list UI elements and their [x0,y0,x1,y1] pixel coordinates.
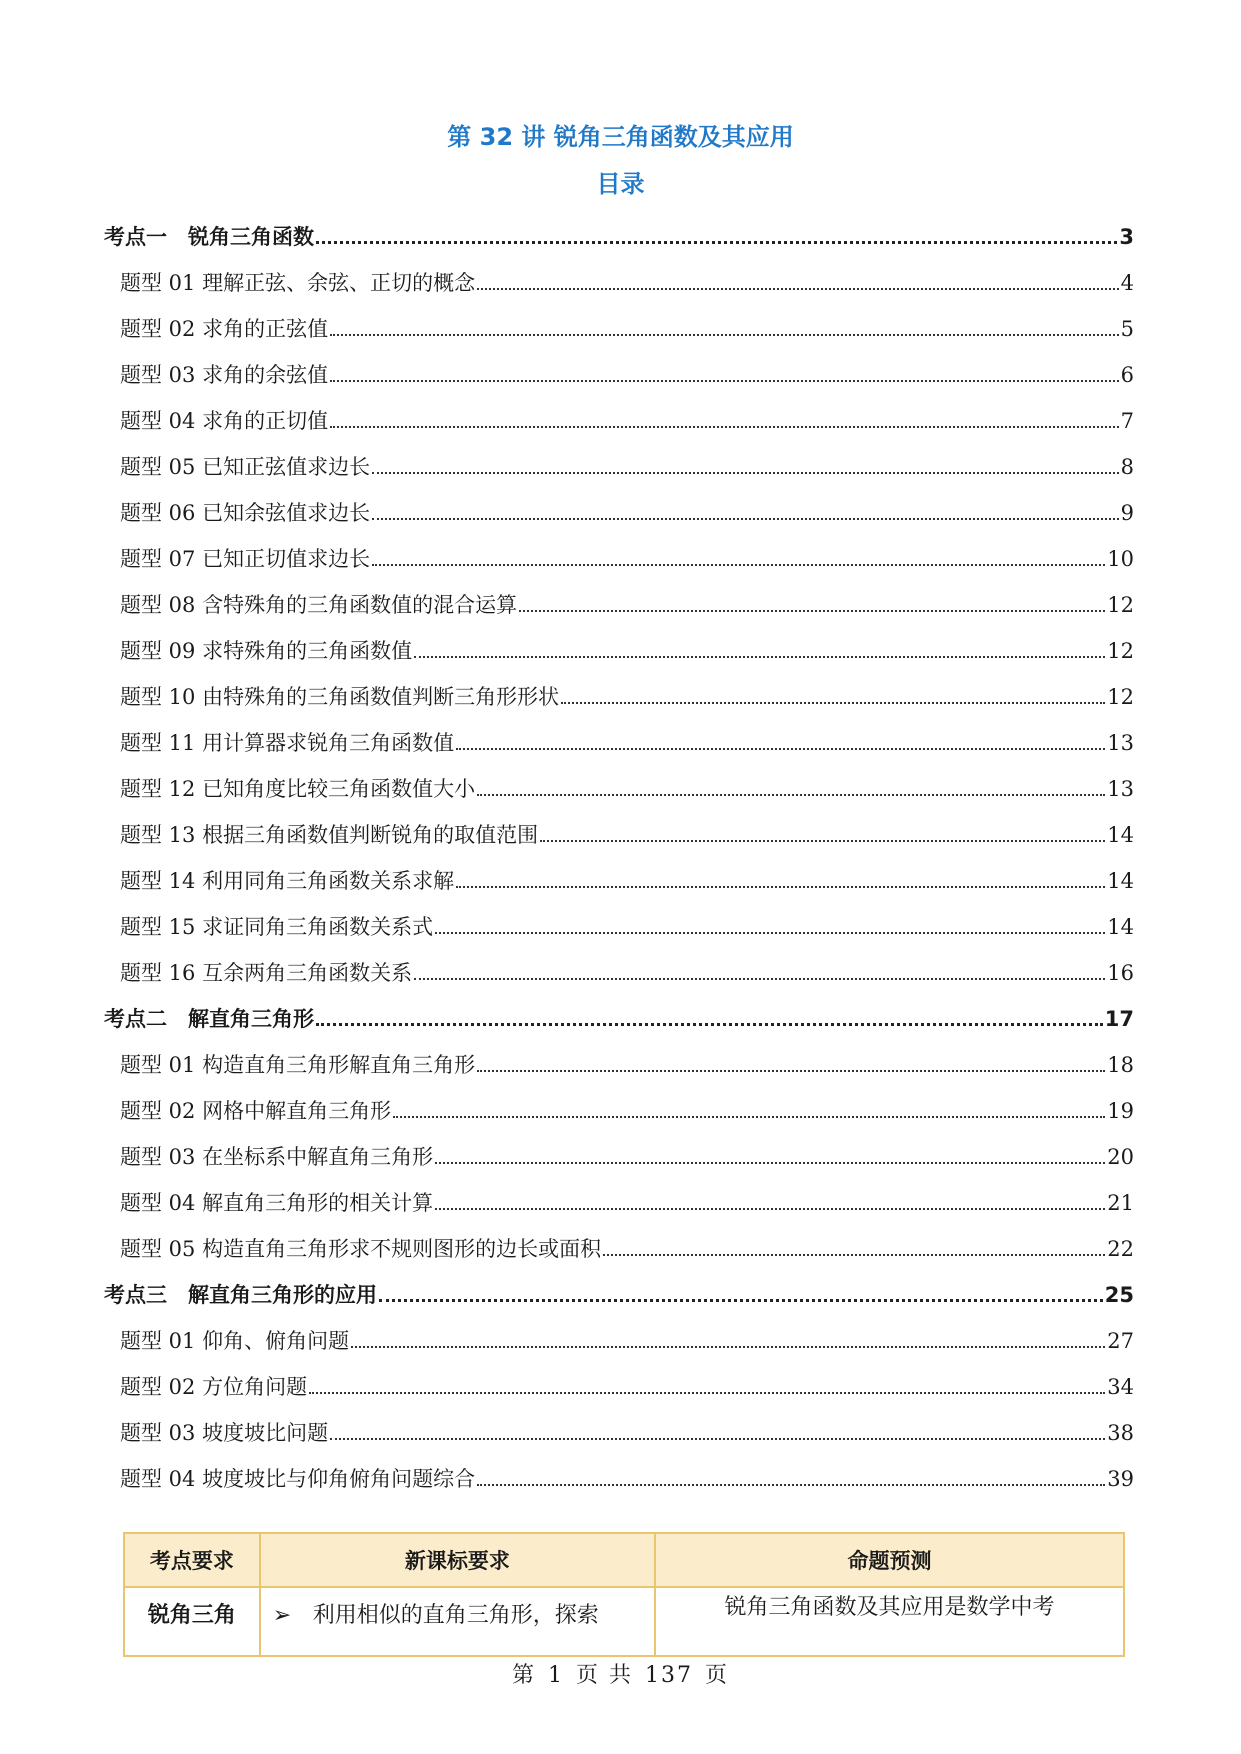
toc-entry[interactable] [104,435,1134,481]
toc-dot-leader [435,931,1105,934]
toc-dot-leader [414,655,1105,658]
toc-entry[interactable] [104,1447,1134,1493]
toc-dot-leader [477,1069,1105,1072]
requirements-table [123,1532,1125,1657]
cell-topic: 锐角三角 [124,1587,260,1656]
cell-prediction: 锐角三角函数及其应用是数学中考 [655,1587,1124,1656]
toc-entry-label: 考点一 锐角三角函数 [104,225,314,249]
toc-entry-label: 考点二 解直角三角形 [104,1007,314,1031]
toc-dot-leader [540,839,1105,842]
toc-dot-leader [309,1391,1105,1394]
table-of-contents [104,205,1134,1493]
toc-entry-label: 题型 13 根据三角函数值判断锐角的取值范围 [120,823,539,847]
toc-entry-label: 题型 04 坡度坡比与仰角俯角问题综合 [120,1467,476,1491]
table-header-row [124,1533,1124,1587]
toc-entry-page: 17 [1104,1007,1134,1031]
toc-dot-leader [456,747,1105,750]
toc-entry[interactable] [104,665,1134,711]
toc-entry-label: 题型 15 求证同角三角函数关系式 [120,915,434,939]
toc-entry-page: 21 [1107,1191,1134,1215]
toc-entry[interactable] [104,1125,1134,1171]
toc-entry-label: 题型 05 构造直角三角形求不规则图形的边长或面积 [120,1237,602,1261]
toc-entry-page: 6 [1120,363,1134,387]
toc-dot-leader [351,1345,1105,1348]
toc-dot-leader [519,609,1105,612]
toc-dot-leader [414,977,1105,980]
toc-entry-page: 25 [1104,1283,1134,1307]
toc-entry[interactable] [104,895,1134,941]
toc-entry-label: 题型 02 方位角问题 [120,1375,308,1399]
toc-entry[interactable] [104,251,1134,297]
toc-dot-leader [379,1298,1103,1302]
toc-dot-leader [435,1207,1105,1210]
toc-entry[interactable] [104,389,1134,435]
toc-entry-page: 20 [1107,1145,1134,1169]
toc-entry-page: 8 [1120,455,1134,479]
toc-section-entry[interactable] [104,1263,1134,1309]
toc-entry-label: 题型 14 利用同角三角函数关系求解 [120,869,455,893]
toc-entry-page: 14 [1107,915,1134,939]
toc-entry-page: 5 [1120,317,1134,341]
toc-entry[interactable] [104,711,1134,757]
toc-entry-label: 题型 01 仰角、俯角问题 [120,1329,350,1353]
toc-entry[interactable] [104,297,1134,343]
toc-entry[interactable] [104,1309,1134,1355]
toc-dot-leader [372,471,1119,474]
toc-entry-page: 12 [1107,639,1134,663]
toc-entry-page: 13 [1107,777,1134,801]
cell-requirement [260,1587,655,1656]
toc-entry-label: 题型 03 在坐标系中解直角三角形 [120,1145,434,1169]
table-row [124,1587,1124,1656]
toc-entry[interactable] [104,1217,1134,1263]
toc-entry[interactable] [104,849,1134,895]
toc-dot-leader [372,563,1105,566]
toc-entry[interactable] [104,1171,1134,1217]
toc-entry[interactable] [104,803,1134,849]
header-requirement: 新课标要求 [260,1533,655,1587]
toc-entry-label: 题型 04 求角的正切值 [120,409,329,433]
toc-entry-label: 题型 02 网格中解直角三角形 [120,1099,392,1123]
toc-entry[interactable] [104,941,1134,987]
footer-suffix: 页 [705,1663,730,1688]
toc-dot-leader [477,1483,1105,1486]
toc-dot-leader [330,333,1119,336]
arrow-bullet-icon: ➢ [272,1603,292,1628]
toc-entry-page: 9 [1120,501,1134,525]
toc-entry[interactable] [104,527,1134,573]
toc-entry-page: 18 [1107,1053,1134,1077]
toc-entry-label: 题型 01 构造直角三角形解直角三角形 [120,1053,476,1077]
header-prediction: 命题预测 [655,1533,1124,1587]
toc-dot-leader [603,1253,1105,1256]
toc-entry[interactable] [104,1355,1134,1401]
footer-total-pages: 137 [645,1663,693,1688]
toc-entry-label: 题型 06 已知余弦值求边长 [120,501,371,525]
toc-section-entry[interactable] [104,205,1134,251]
footer-prefix: 第 [511,1663,536,1688]
document-title: 第 32 讲 锐角三角函数及其应用 [447,123,794,151]
header-topic: 考点要求 [124,1533,260,1587]
toc-entry-page: 16 [1107,961,1134,985]
toc-entry-label: 题型 05 已知正弦值求边长 [120,455,371,479]
toc-entry-page: 12 [1107,593,1134,617]
toc-entry-label: 题型 07 已知正切值求边长 [120,547,371,571]
requirement-text: 利用相似的直角三角形，探索 [312,1603,599,1628]
toc-dot-leader [316,240,1117,244]
toc-entry[interactable] [104,343,1134,389]
toc-entry-page: 12 [1107,685,1134,709]
toc-dot-leader [330,1437,1105,1440]
toc-dot-leader [330,379,1119,382]
toc-dot-leader [330,425,1119,428]
toc-entry[interactable] [104,757,1134,803]
toc-entry[interactable] [104,1401,1134,1447]
toc-dot-leader [477,287,1119,290]
toc-entry-page: 13 [1107,731,1134,755]
toc-entry-page: 10 [1107,547,1134,571]
toc-dot-leader [316,1022,1103,1026]
footer-mid: 页 共 [576,1663,633,1688]
page-footer [0,1658,1241,1689]
footer-page-number: 1 [548,1663,564,1688]
toc-entry-page: 7 [1120,409,1134,433]
toc-entry-label: 考点三 解直角三角形的应用 [104,1283,377,1307]
toc-entry-page: 3 [1119,225,1134,249]
toc-entry-page: 14 [1107,869,1134,893]
toc-heading: 目录 [596,170,645,198]
toc-dot-leader [561,701,1105,704]
toc-entry-label: 题型 12 已知角度比较三角函数值大小 [120,777,476,801]
toc-entry[interactable] [104,481,1134,527]
toc-entry-label: 题型 01 理解正弦、余弦、正切的概念 [120,271,476,295]
toc-entry[interactable] [104,1079,1134,1125]
toc-entry-label: 题型 02 求角的正弦值 [120,317,329,341]
toc-entry-page: 22 [1107,1237,1134,1261]
toc-entry-label: 题型 16 互余两角三角函数关系 [120,961,413,985]
toc-dot-leader [477,793,1105,796]
toc-entry-label: 题型 11 用计算器求锐角三角函数值 [120,731,455,755]
toc-entry[interactable] [104,619,1134,665]
toc-section-entry[interactable] [104,987,1134,1033]
toc-entry-page: 38 [1107,1421,1134,1445]
toc-dot-leader [372,517,1119,520]
toc-entry-page: 39 [1107,1467,1134,1491]
toc-entry-page: 14 [1107,823,1134,847]
toc-entry-page: 27 [1107,1329,1134,1353]
toc-entry-label: 题型 03 坡度坡比问题 [120,1421,329,1445]
toc-entry-label: 题型 04 解直角三角形的相关计算 [120,1191,434,1215]
toc-entry-page: 19 [1107,1099,1134,1123]
toc-entry-page: 4 [1120,271,1134,295]
toc-entry-label: 题型 03 求角的余弦值 [120,363,329,387]
toc-entry-page: 34 [1107,1375,1134,1399]
toc-dot-leader [435,1161,1105,1164]
toc-entry-label: 题型 08 含特殊角的三角函数值的混合运算 [120,593,518,617]
toc-dot-leader [456,885,1105,888]
toc-entry[interactable] [104,573,1134,619]
toc-entry-label: 题型 10 由特殊角的三角函数值判断三角形形状 [120,685,560,709]
toc-entry-label: 题型 09 求特殊角的三角函数值 [120,639,413,663]
toc-entry[interactable] [104,1033,1134,1079]
toc-dot-leader [393,1115,1105,1118]
